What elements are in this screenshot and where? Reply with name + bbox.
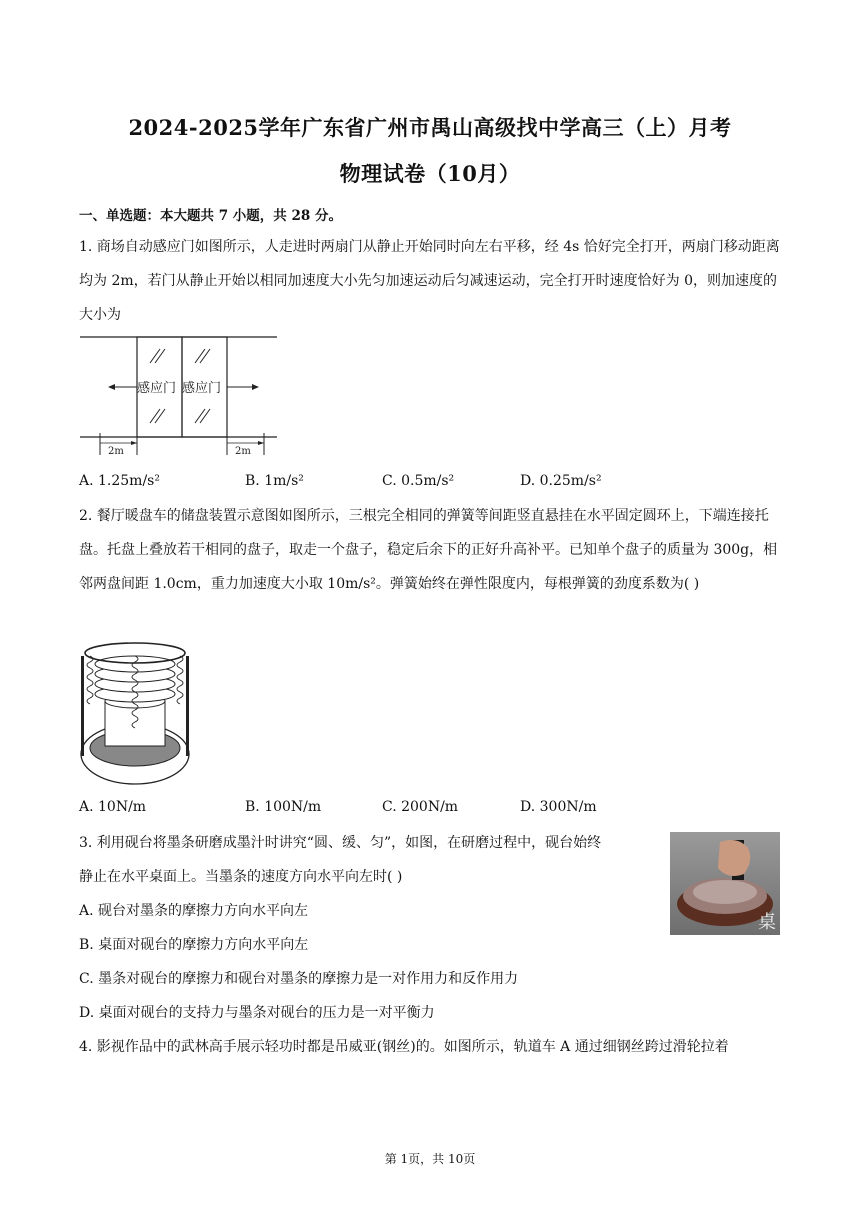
question-2-text: 2. 餐厅暖盘车的储盘装置示意图如图所示，三根完全相同的弹簧等间距竖直悬挂在水平固定圆环上，下端连接托盘。托盘上叠放若干相同的盘子，取走一个盘子，稳定后余下的正好升高补平。已知单个盘子的质量为 300g，相邻两盘间距 1.0cm，重力加速度大小取 10m/s²。弹簧始终在弹性限度内，每根弹簧的劲度系数为( ) [79, 508, 778, 592]
q1-option-b[interactable]: B. 1m/s² [245, 473, 304, 489]
q3-option-a[interactable]: A. 砚台对墨条的摩擦力方向水平向左 [79, 903, 309, 919]
question-1-figure [80, 335, 280, 457]
question-1-text: 1. 商场自动感应门如图所示，人走进时两扇门从静止开始同时向左右平移，经 4s 恰好完全打开，两扇门移动距离均为 2m，若门从静止开始以相同加速度大小先匀加速运动后匀减速运动，完全打开时速度恰好为 0，则加速度的大小为 [79, 239, 780, 323]
q3-option-b[interactable]: B. 桌面对砚台的摩擦力方向水平向左 [79, 937, 309, 953]
question-4-text: 4. 影视作品中的武林高手展示轻功时都是吊威亚(钢丝)的。如图所示，轨道车 A 通过细钢丝跨过滑轮拉着 [79, 1039, 729, 1055]
q1-option-d[interactable]: D. 0.25m/s² [520, 473, 602, 489]
q1-option-c[interactable]: C. 0.5m/s² [382, 473, 455, 489]
q2-option-c[interactable]: C. 200N/m [382, 799, 459, 815]
distance-label-right: 2m [235, 446, 251, 457]
q3-option-c[interactable]: C. 墨条对砚台的摩擦力和砚台对墨条的摩擦力是一对作用力和反作用力 [79, 971, 519, 987]
question-3-text-line2: 静止在水平桌面上。当墨条的速度方向水平向左时( ) [79, 869, 403, 885]
section-heading: 一、单选题：本大题共 7 小题，共 28 分。 [79, 208, 342, 224]
q3-option-d[interactable]: D. 桌面对砚台的支持力与墨条对砚台的压力是一对平衡力 [79, 1005, 435, 1021]
exam-title-line2: 物理试卷（10月） [339, 161, 521, 186]
photo-label: 桌 [758, 912, 776, 933]
q2-option-b[interactable]: B. 100N/m [245, 799, 322, 815]
ink-stone-photo [670, 832, 780, 935]
question-2-figure [78, 636, 193, 788]
exam-title-line1: 2024-2025学年广东省广州市禺山高级找中学高三（上）月考 [128, 115, 732, 140]
door-label-left: 感应门 [137, 381, 177, 396]
page-footer: 第 1页，共 10页 [384, 1152, 476, 1166]
door-label-right: 感应门 [182, 381, 222, 396]
question-3-text-line1: 3. 利用砚台将墨条研磨成墨汁时讲究“圆、缓、匀”，如图，在研磨过程中，砚台始终 [79, 835, 602, 851]
q2-option-a[interactable]: A. 10N/m [79, 799, 147, 815]
q1-option-a[interactable]: A. 1.25m/s² [79, 473, 160, 489]
q2-option-d[interactable]: D. 300N/m [520, 799, 597, 815]
distance-label-left: 2m [108, 446, 124, 457]
